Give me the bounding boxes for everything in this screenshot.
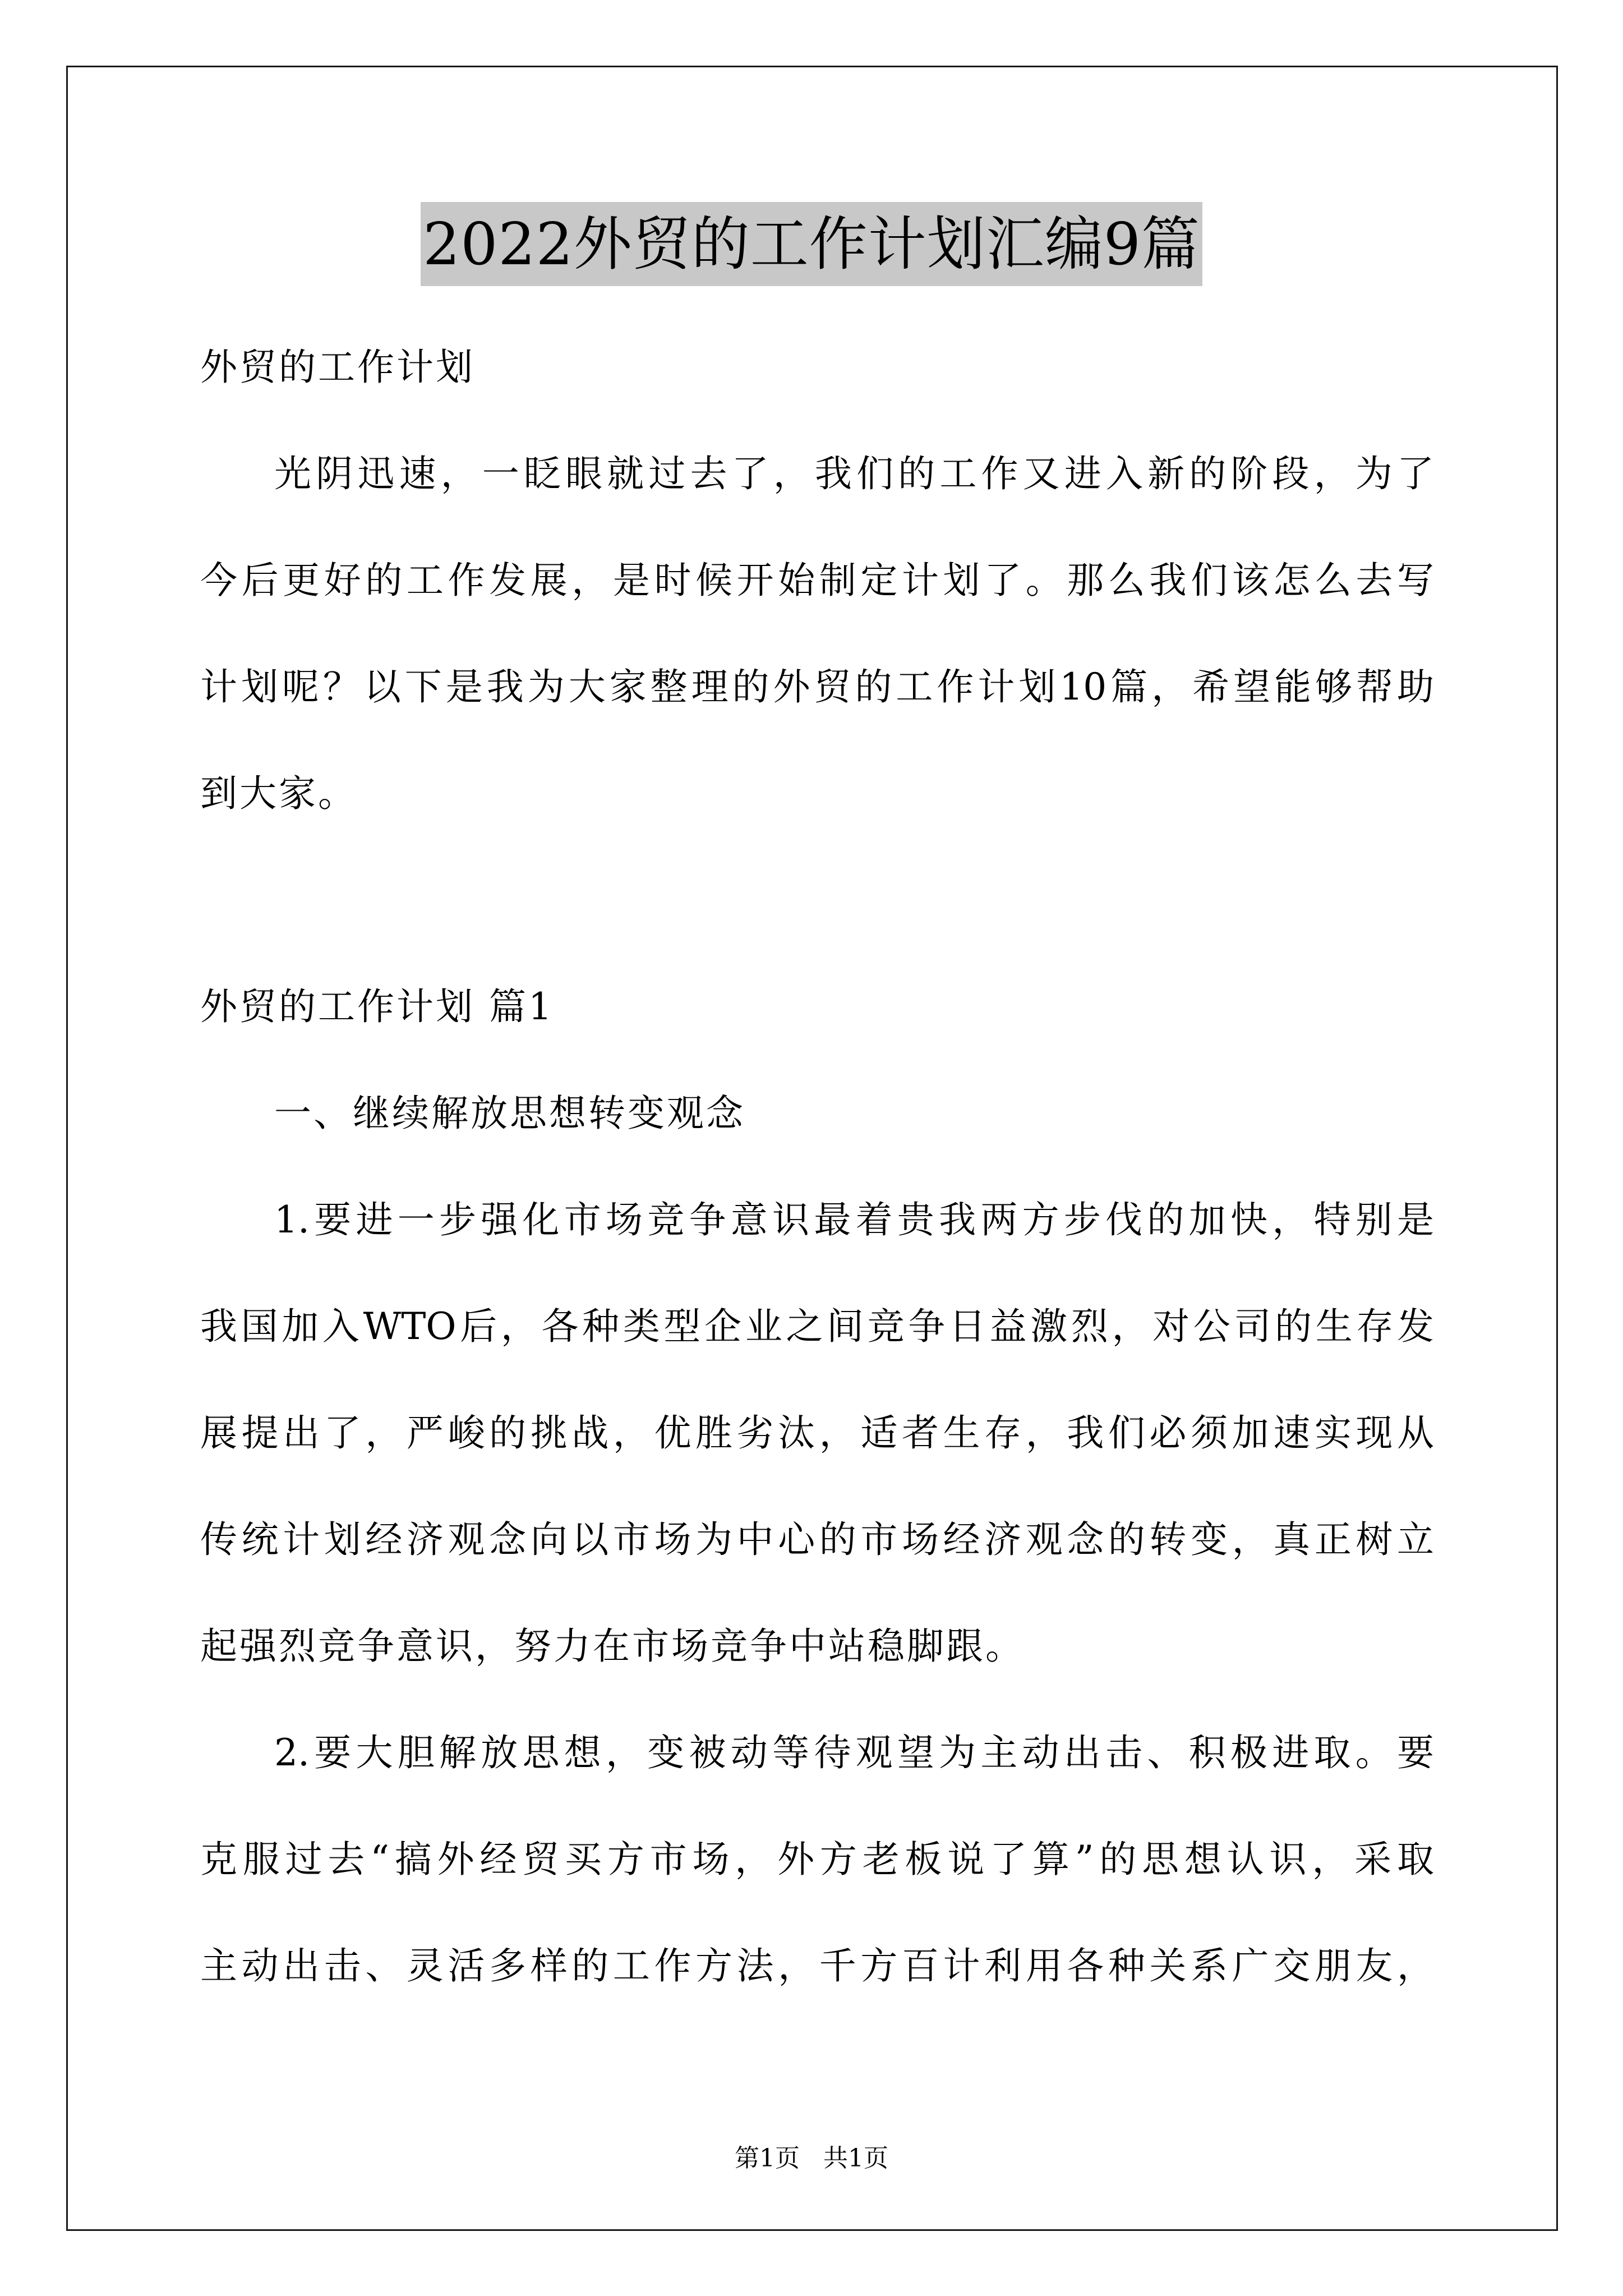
paragraph-line: 展提出了，严峻的挑战，优胜劣汰，适者生存，我们必须加速实现从 <box>200 1411 1434 1455</box>
paragraph-line: 今后更好的工作发展，是时候开始制定计划了。那么我们该怎么去写 <box>200 559 1434 602</box>
paragraph-line: 传统计划经济观念向以市场为中心的市场经济观念的转变，真正树立 <box>200 1518 1434 1561</box>
paragraph-line: 光阴迅速，一眨眼就过去了，我们的工作又进入新的阶段，为了 <box>274 452 1434 495</box>
document-body <box>200 314 1434 2019</box>
paragraph-line: 计划呢？以下是我为大家整理的外贸的工作计划10篇，希望能够帮助 <box>200 665 1434 708</box>
subsection-heading: 一、继续解放思想转变观念 <box>274 1092 745 1135</box>
paragraph-line: 到大家。 <box>200 772 357 815</box>
title-container <box>0 202 1623 286</box>
paragraph-line: 起强烈竞争意识，努力在市场竞争中站稳脚跟。 <box>200 1625 1025 1668</box>
paragraph-line: 主动出击、灵活多样的工作方法，千方百计利用各种关系广交朋友， <box>200 1944 1434 1987</box>
paragraph-line: 克服过去“搞外经贸买方市场，外方老板说了算”的思想认识，采取 <box>200 1838 1434 1881</box>
paragraph-line: 我国加入WTO后，各种类型企业之间竞争日益激烈，对公司的生存发 <box>200 1305 1434 1348</box>
page-footer: 第1页 共1页 <box>735 2144 888 2173</box>
section-heading: 外贸的工作计划 篇1 <box>200 985 554 1028</box>
paragraph-line: 2.要大胆解放思想，变被动等待观望为主动出击、积极进取。要 <box>274 1731 1434 1774</box>
section-heading: 外贸的工作计划 <box>200 346 475 389</box>
paragraph-line: 1.要进一步强化市场竞争意识最着贵我两方步伐的加快，特别是 <box>274 1198 1434 1241</box>
document-title: 2022外贸的工作计划汇编9篇 <box>421 202 1202 286</box>
